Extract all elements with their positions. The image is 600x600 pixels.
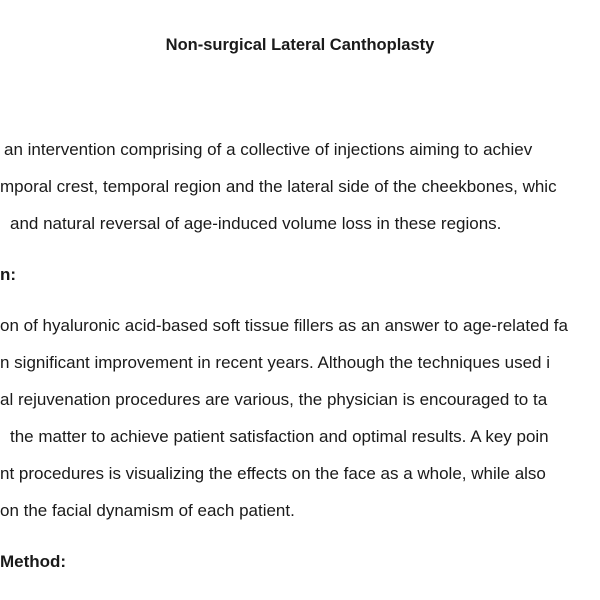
section-heading-1: n:: [0, 265, 17, 284]
intro-line-3: and natural reversal of age-induced volume loss in these regions.: [10, 214, 502, 233]
intro-line-2: mporal crest, temporal region and the lateral side of the cheekbones, whic: [0, 177, 557, 196]
section1-line-2: n significant improvement in recent years. Although the techniques used i: [0, 353, 550, 372]
intro-line-1: an intervention comprising of a collective of injections aiming to achiev: [4, 140, 533, 159]
section-heading-2: Method:: [0, 552, 67, 571]
section1-line-4: the matter to achieve patient satisfaction and optimal results. A key poin: [10, 427, 549, 446]
document-title: Non-surgical Lateral Canthoplasty: [165, 36, 435, 54]
section1-line-6: on the facial dynamism of each patient.: [0, 501, 295, 520]
section1-line-1: on of hyaluronic acid-based soft tissue fillers as an answer to age-related fa: [0, 316, 568, 335]
section1-line-5: nt procedures is visualizing the effects on the face as a whole, while also: [0, 464, 546, 483]
section1-line-3: al rejuvenation procedures are various, the physician is encouraged to ta: [0, 390, 548, 409]
